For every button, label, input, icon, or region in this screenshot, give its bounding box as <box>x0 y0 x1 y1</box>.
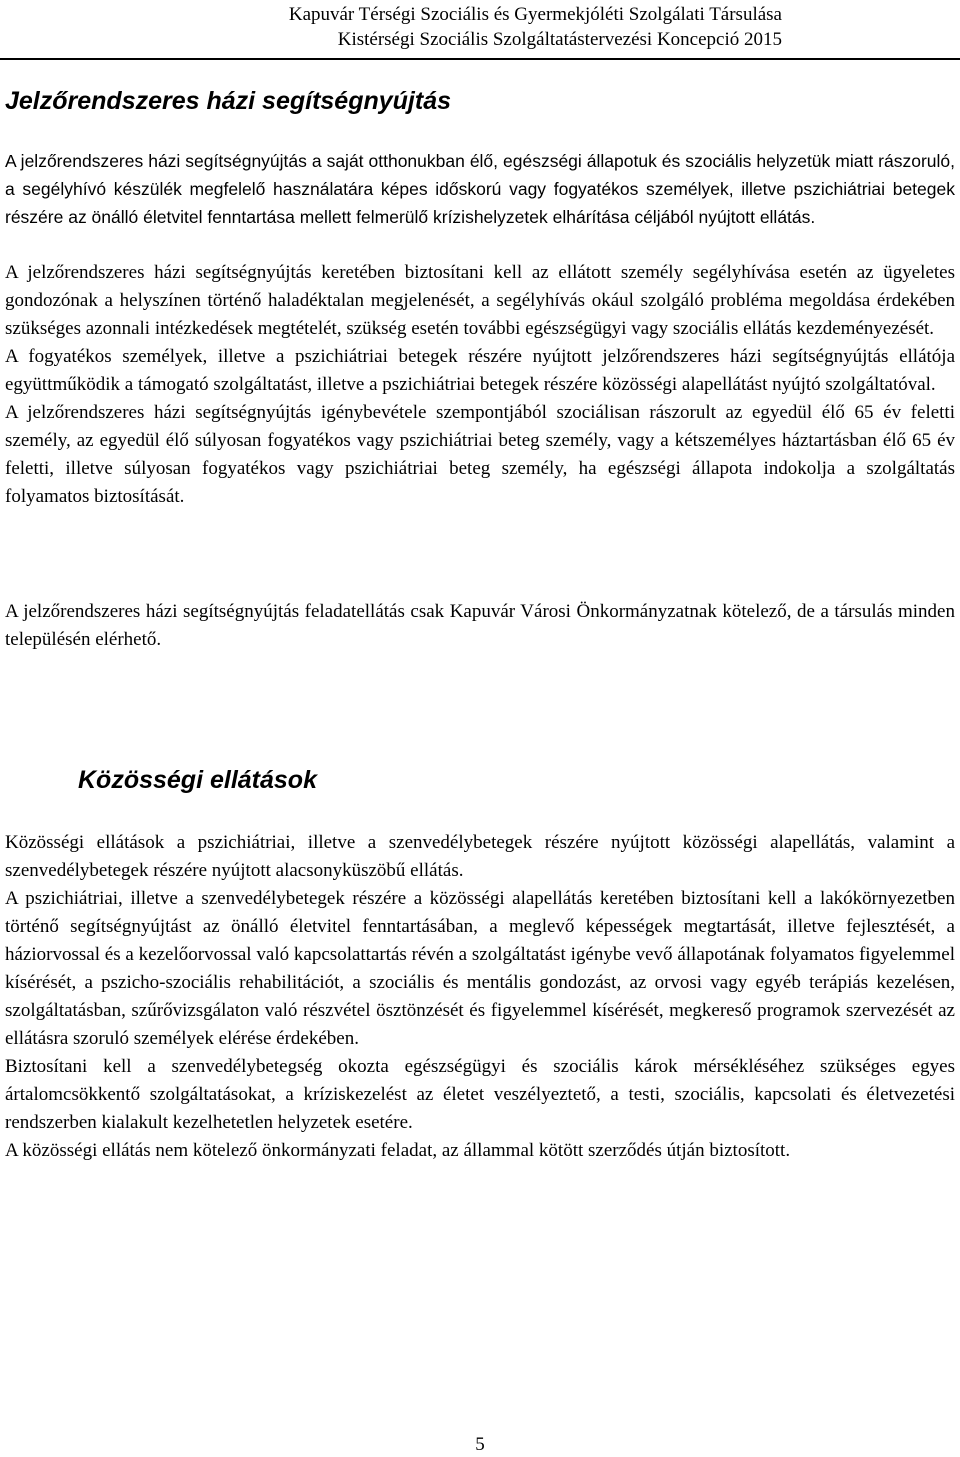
page-number: 5 <box>475 1434 485 1455</box>
section1-body <box>5 259 955 511</box>
section2-paragraph: Biztosítani kell a szenvedélybetegség okozta egészségügyi és szociális károk mérsékléséhez szükséges egyes ártalomcsökkentő szolgáltatásokat, a kríziskezelést az életet veszélyeztető, a testi, szociális, kapcsolati és életvezetési rendszerben kialakult kezelhetetlen helyzetek esetére. <box>5 1056 955 1133</box>
section1-paragraph: A jelzőrendszeres házi segítségnyújtás keretében biztosítani kell az ellátott személy segélyhívása esetén az ügyeletes gondozónak a helyszínen történő haladéktalan megjelenését, a segélyhívás okául szolgáló probléma megoldása érdekében szükséges azonnali intézkedések megtételét, szükség esetén további egészségügyi vagy szociális ellátás kezdeményezését. <box>5 262 955 339</box>
section2-paragraph: A közösségi ellátás nem kötelező önkormányzati feladat, az állammal kötött szerződés útján biztosított. <box>5 1140 791 1161</box>
section1-paragraph: A fogyatékos személyek, illetve a pszichiátriai betegek részére nyújtott jelzőrendszeres házi segítségnyújtás ellátója együttműködik a támogató szolgáltatást, illetve a pszichiátriai betegek részére közösségi alapellátást nyújtó szolgáltatóval. <box>5 346 955 395</box>
section1-intro-block <box>5 147 955 231</box>
header-organization: Kapuvár Térségi Szociális és Gyermekjóléti Szolgálati Társulása <box>288 4 782 25</box>
section1-paragraph: A jelzőrendszeres házi segítségnyújtás igénybevétele szempontjából szociálisan rászorult az egyedül élő 65 év feletti személy, az egyedül élő súlyosan fogyatékos vagy pszichiátriai beteg személy, vagy a kétszemélyes háztartásban élő 65 év feletti, illetve súlyosan fogyatékos vagy pszichiátriai beteg személy, ha egészségi állapota indokolja a szolgáltatás folyamatos biztosítását. <box>5 402 955 507</box>
section2-paragraph: Közösségi ellátások a pszichiátriai, illetve a szenvedélybetegek részére nyújtott közösségi alapellátás, valamint a szenvedélybetegek részére nyújtott alacsonyküszöbű ellátás. <box>5 832 955 881</box>
section2-paragraph: A pszichiátriai, illetve a szenvedélybetegek részére a közösségi alapellátás keretében biztosítani kell a lakókörnyezetben történő segítségnyújtást az önálló életvitel fenntartásában, a meglevő képességek megtartását, illetve fejlesztését, a háziorvossal és a kezelőorvossal való kapcsolattartás révén a szolgáltatást igénybe vevő állapotának folyamatos figyelemmel kísérését, a pszicho-szociális rehabilitációt, a szociális és mentális gondozást, az orvosi vagy egyéb terápiás kezelésen, szolgáltatásban, szűrővizsgálaton való részvétel ösztönzését és figyelemmel kísérését, megkereső programok szervezését az ellátásra szoruló személyek elérése érdekében. <box>5 888 955 1049</box>
section1-intro-paragraph: A jelzőrendszeres házi segítségnyújtás a saját otthonukban élő, egészségi állapotuk és szociális helyzetük miatt rászoruló, a segélyhívó készülék megfelelő használatára képes időskorú vagy fogyatékos személyek, illetve pszichiátriai betegek részére az önálló életvitel fenntartása mellett felmerülő krízishelyzetek elhárítása céljából nyújtott ellátás. <box>5 151 955 227</box>
header-divider <box>0 58 960 60</box>
header-document-title: Kistérségi Szociális Szolgáltatástervezési Koncepció 2015 <box>337 29 782 50</box>
section-title-kozossegi: Közösségi ellátások <box>78 766 317 794</box>
section-title-jelzorendszeres: Jelzőrendszeres házi segítségnyújtás <box>5 87 452 115</box>
page-header <box>289 2 782 52</box>
section2-body <box>5 829 955 1165</box>
section1-closing-block <box>5 598 955 654</box>
section1-closing-paragraph: A jelzőrendszeres házi segítségnyújtás feladatellátás csak Kapuvár Városi Önkormányzatnak kötelező, de a társulás minden településén elérhető. <box>5 601 955 650</box>
